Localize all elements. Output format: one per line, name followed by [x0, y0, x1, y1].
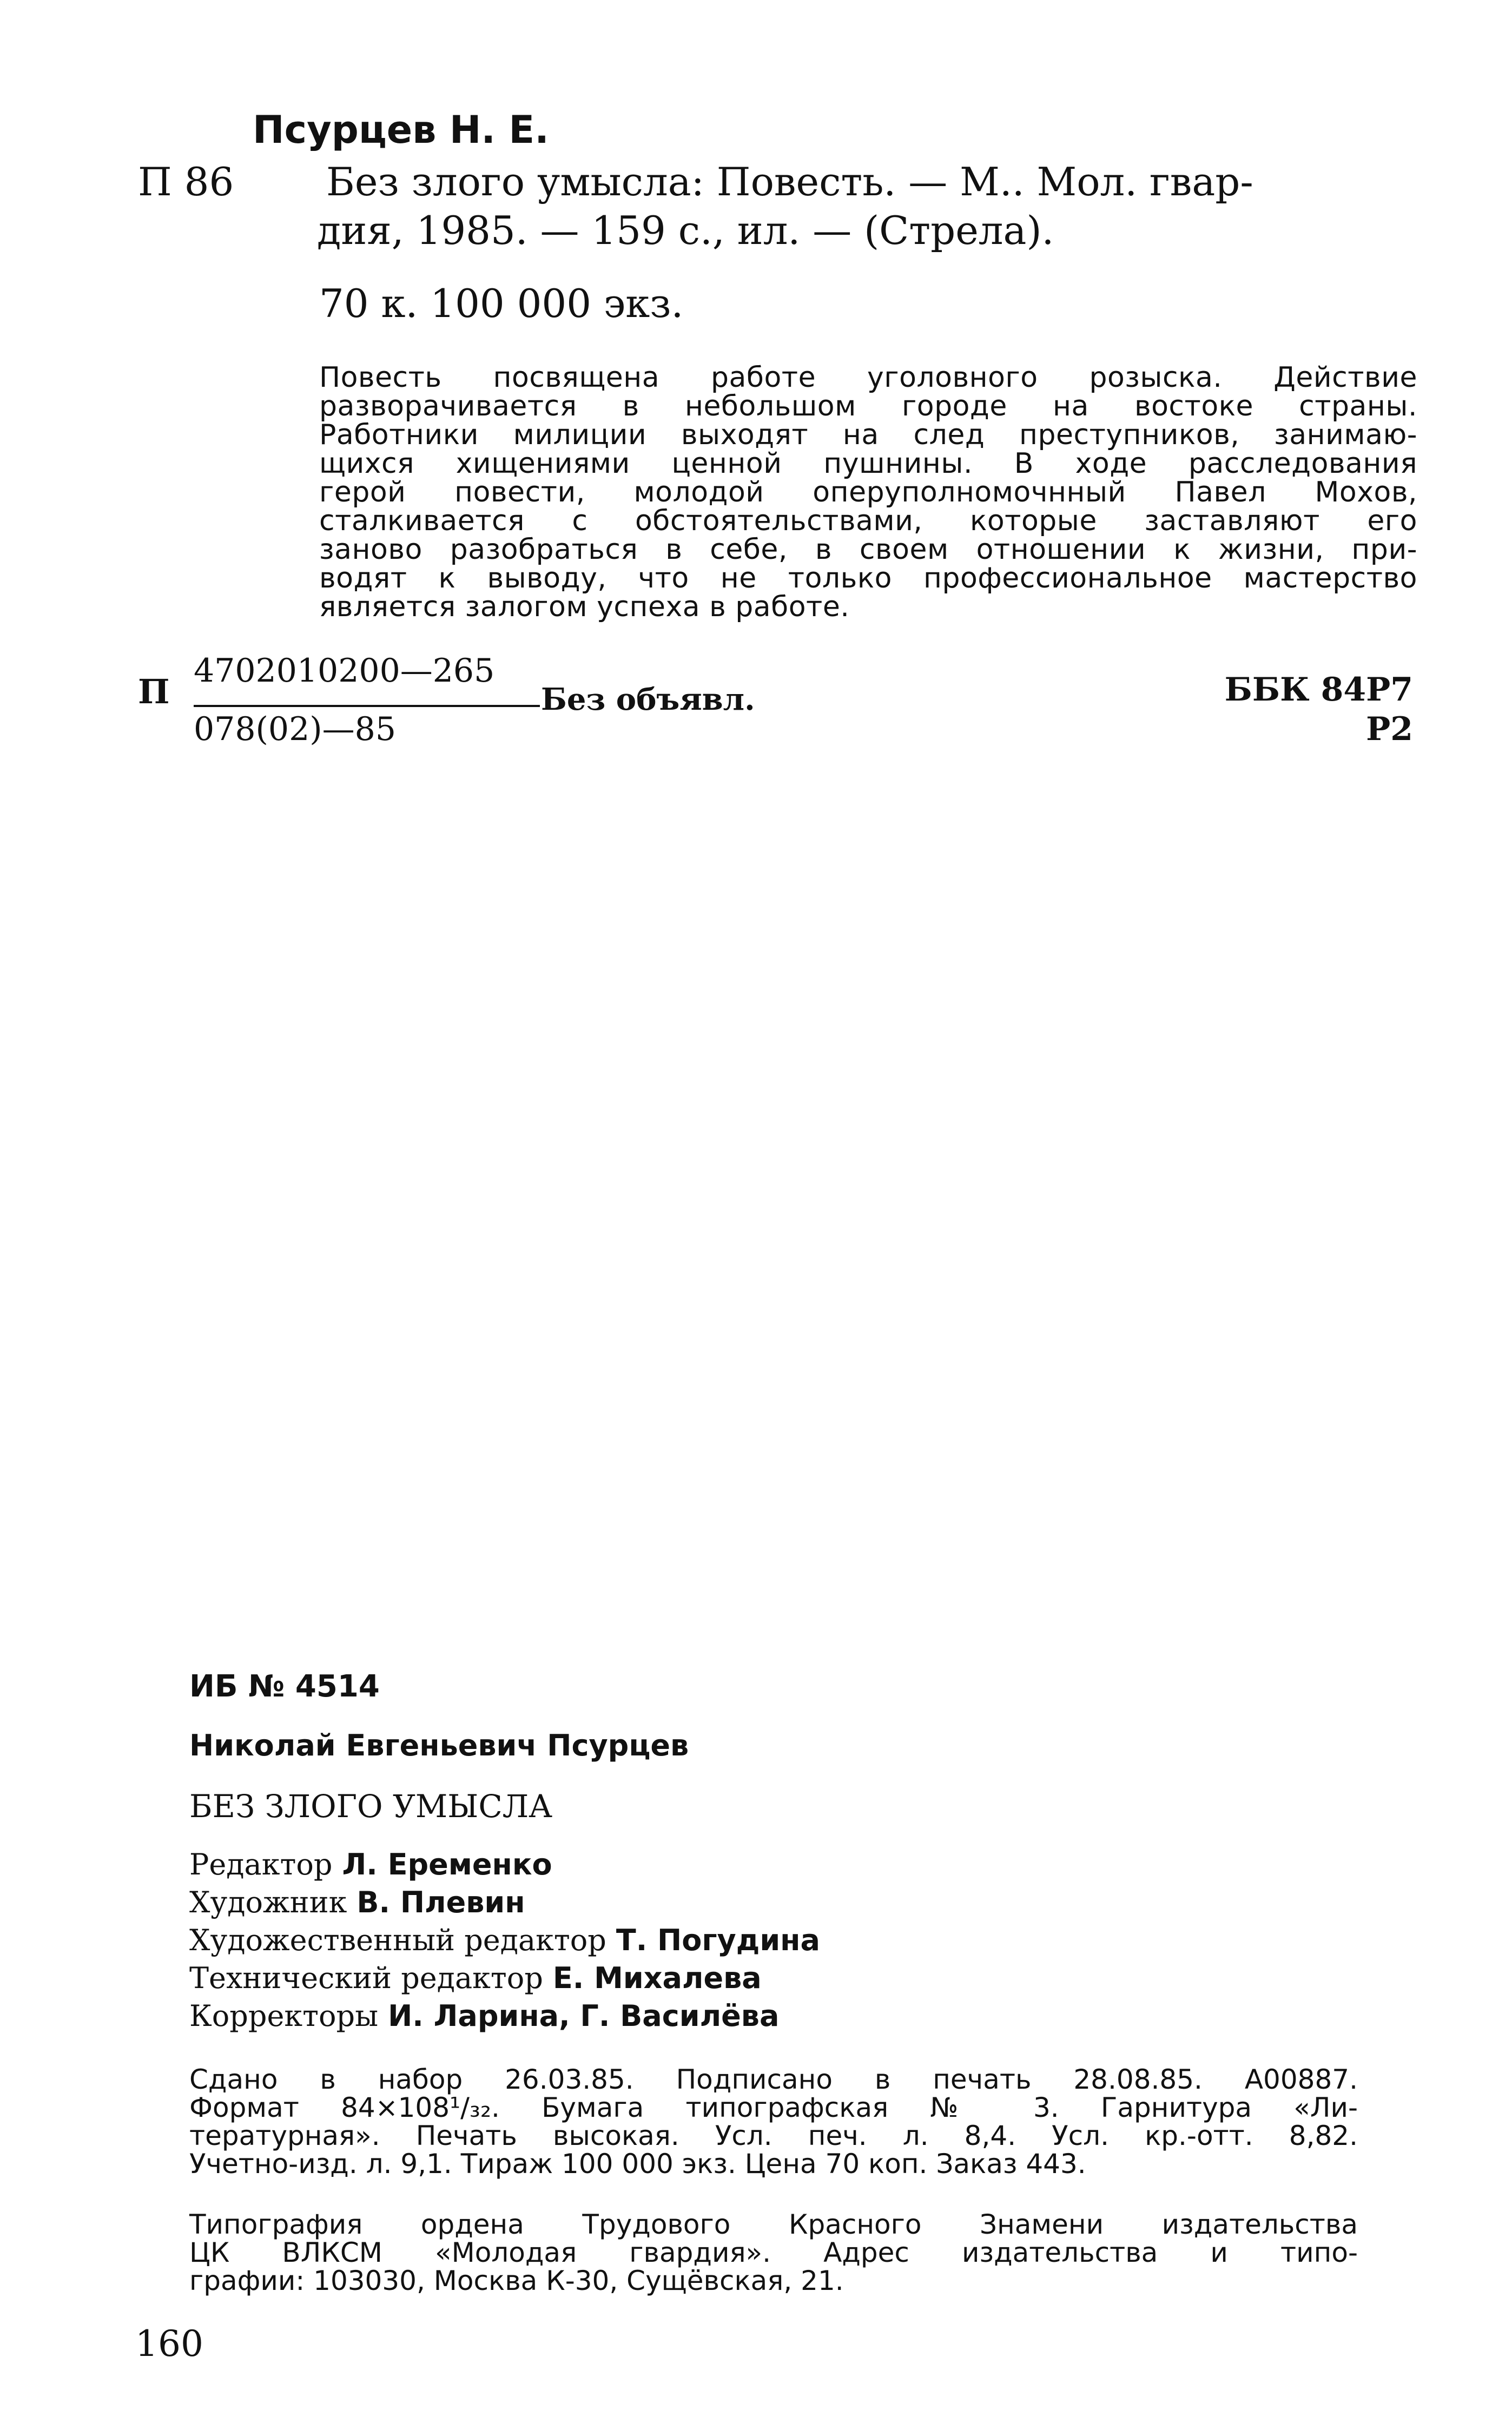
credit-name: Л. Еременко — [342, 1847, 552, 1881]
annotation-line: водят к выводу, что не только профессиональное мастерство — [319, 562, 1417, 595]
annotation-line: заново разобраться в себе, в своем отношении к жизни, при- — [319, 533, 1417, 566]
credit-proofreaders — [189, 1999, 780, 2033]
specs-line: Сдано в набор 26.03.85. Подписано в печать 28.08.85. А00887. — [189, 2064, 1358, 2095]
bibliographic-description-line-1: Без злого умысла: Повесть. — М.. Мол. гвар- — [326, 159, 1253, 204]
specs-line: Учетно-изд. л. 9,1. Тираж 100 000 экз. Цена 70 коп. Заказ 443. — [189, 2148, 1086, 2180]
printing-house-info — [189, 2210, 1358, 2295]
annotation-paragraph — [319, 361, 1417, 623]
specs-line: тературная». Печать высокая. Усл. печ. л. 8,4. Усл. кр.-отт. 8,82. — [189, 2120, 1358, 2151]
author-heading: Псурцев Н. Е. — [253, 108, 549, 152]
credit-role: Художественный редактор — [189, 1923, 606, 1957]
bbk-code-line-2: Р2 — [1366, 710, 1413, 748]
price-and-print-run: 70 к. 100 000 экз. — [319, 281, 684, 326]
annotation-line: герой повести, молодой оперуполномочнный Павел Мохов, — [319, 476, 1417, 509]
page-number: 160 — [135, 2323, 203, 2365]
credit-editor — [189, 1847, 552, 1881]
printing-line: Типография ордена Трудового Красного Знамени издательства — [189, 2209, 1358, 2240]
classification-code-denominator: 078(02)—85 — [194, 710, 397, 748]
publication-specs — [189, 2065, 1358, 2178]
credit-role: Корректоры — [189, 1999, 379, 2033]
specs-line: Формат 84×108¹/₃₂. Бумага типографская № 3. Гарнитура «Ли- — [189, 2092, 1358, 2123]
ib-number: ИБ № 4514 — [189, 1669, 380, 1704]
bibliographic-description-line-2: дия, 1985. — 159 с., ил. — (Стрела). — [317, 208, 1054, 253]
annotation-line: является залогом успеха в работе. — [319, 591, 850, 623]
credit-name: Е. Михалева — [552, 1961, 762, 1995]
annotation-line: щихся хищениями ценной пушнины. В ходе расследования — [319, 447, 1417, 480]
credit-role: Художник — [189, 1885, 347, 1919]
printing-line: графии: 103030, Москва К-30, Сущёвская, 21. — [189, 2265, 844, 2296]
printing-line: ЦК ВЛКСМ «Молодая гвардия». Адрес издательства и типо- — [189, 2237, 1358, 2268]
credit-name: В. Плевин — [356, 1885, 525, 1919]
classification-letter: П — [138, 672, 170, 711]
no-ad-label: Без объявл. — [541, 682, 755, 717]
credit-role: Редактор — [189, 1847, 333, 1881]
book-title: БЕЗ ЗЛОГО УМЫСЛА — [189, 1788, 553, 1825]
classification-fraction-line — [194, 705, 540, 707]
classification-code-numerator: 4702010200—265 — [194, 652, 495, 690]
shelf-mark: П 86 — [138, 159, 234, 204]
annotation-line: Работники милиции выходят на след преступников, занимаю- — [319, 419, 1417, 451]
credit-role: Технический редактор — [189, 1961, 543, 1995]
credit-name: Т. Погудина — [616, 1923, 820, 1957]
author-full-name: Николай Евгеньевич Псурцев — [189, 1728, 689, 1762]
credit-name: И. Ларина, Г. Василёва — [388, 1999, 780, 2033]
credit-technical-editor — [189, 1961, 762, 1995]
annotation-line: разворачивается в небольшом городе на востоке страны. — [319, 390, 1417, 422]
credit-artist — [189, 1885, 525, 1919]
annotation-line: Повесть посвящена работе уголовного розыска. Действие — [319, 361, 1417, 394]
credit-art-editor — [189, 1923, 820, 1957]
annotation-line: сталкивается с обстоятельствами, которые заставляют его — [319, 505, 1417, 537]
bbk-code-line-1: ББК 84Р7 — [1224, 671, 1413, 709]
